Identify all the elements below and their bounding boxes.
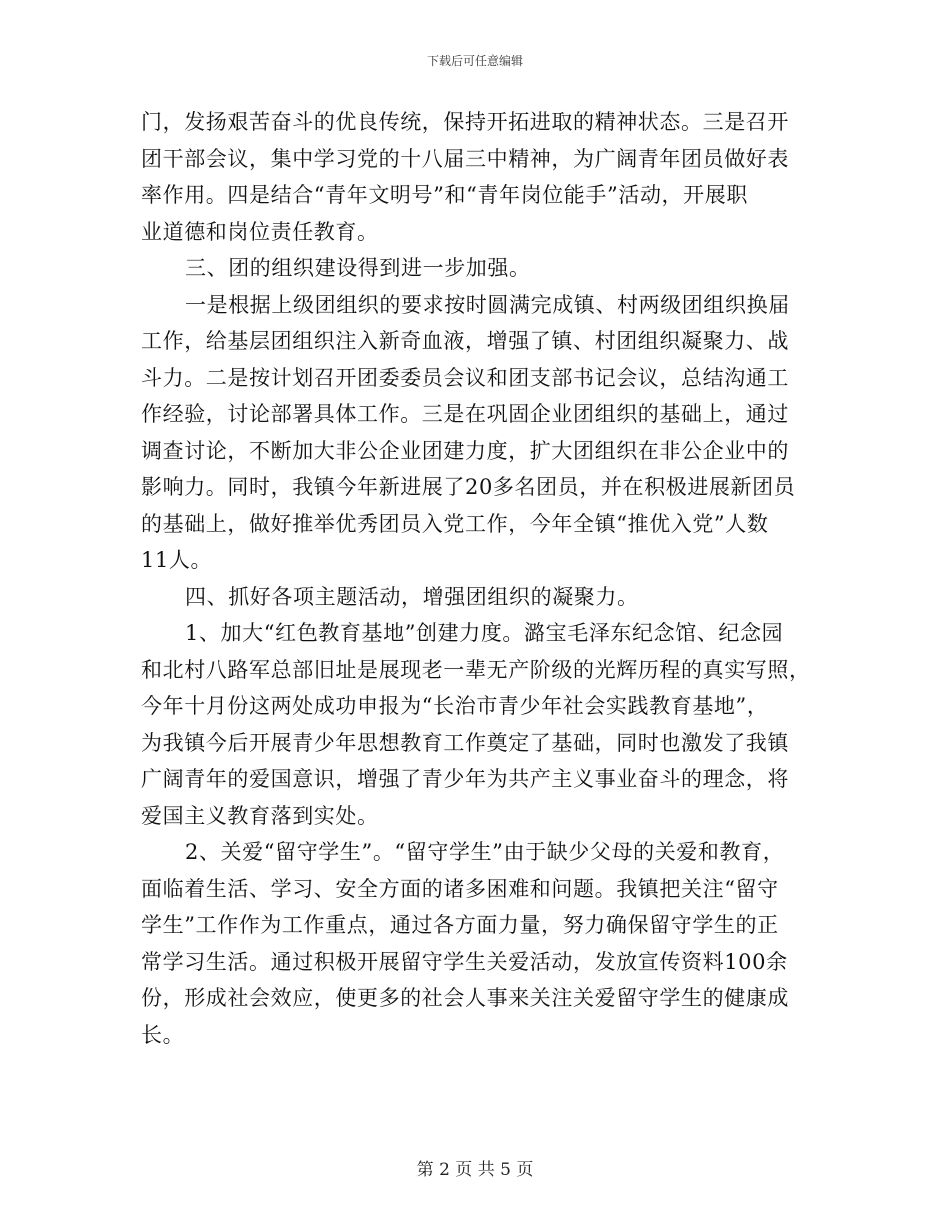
text-line: 份，形成社会效应，使更多的社会人事来关注关爱留守学生的健康成 xyxy=(141,986,789,1010)
text-line: 团干部会议，集中学习党的十八届三中精神，为广阔青年团员做好表 xyxy=(141,146,789,171)
paragraph-start: 2、关爱“留守学生”。“留守学生”由于缺少父母的关爱和教育， xyxy=(185,840,785,864)
text-line: 今年十月份这两处成功申报为“长治市青少年社会实践教育基地”， xyxy=(141,694,769,718)
text-line: 斗力。二是按计划召开团委委员会议和团支部书记会议，总结沟通工 xyxy=(141,365,789,390)
paragraph-start: 1、加大“红色教育基地”创建力度。潞宝毛泽东纪念馆、纪念园 xyxy=(185,621,784,645)
text-line: 面临着生活、学习、安全方面的诸多困难和问题。我镇把关注“留守 xyxy=(141,876,779,901)
text-line: 学生”工作作为工作重点，通过各方面力量，努力确保留守学生的正 xyxy=(141,913,779,937)
paragraph-start: 一是根据上级团组织的要求按时圆满完成镇、村两级团组织换届 xyxy=(185,292,790,317)
text-line: 率作用。四是结合“青年文明号”和“青年岗位能手”活动，开展职 xyxy=(141,183,748,207)
text-line: 门，发扬艰苦奋斗的优良传统，保持开拓进取的精神状态。三是召开 xyxy=(141,110,789,134)
text-line: 作经验，讨论部署具体工作。三是在巩固企业团组织的基础上，通过 xyxy=(141,402,789,426)
section-heading: 三、团的组织建设得到进一步加强。 xyxy=(185,256,531,280)
text-line: 调查讨论，不断加大非公企业团建力度，扩大团组织在非公企业中的 xyxy=(141,438,789,463)
page-header: 下载后可任意编辑 xyxy=(426,54,523,68)
text-line: 和北村八路军总部旧址是展现老一辈无产阶级的光辉历程的真实写照， xyxy=(141,657,811,682)
text-line: 业道德和岗位责任教育。 xyxy=(141,219,379,244)
section-heading: 四、抓好各项主题活动，增强团组织的凝聚力。 xyxy=(185,584,639,609)
text-line: 11人。 xyxy=(141,548,213,572)
text-line: 工作，给基层团组织注入新奇血液，增强了镇、村团组织凝聚力、战 xyxy=(141,329,789,353)
text-line: 爱国主义教育落到实处。 xyxy=(141,803,379,828)
page-number-footer: 第 2 页 共 5 页 xyxy=(416,1160,534,1180)
text-line: 常学习生活。通过积极开展留守学生关爱活动，发放宣传资料100余 xyxy=(141,949,788,974)
text-line: 影响力。同时，我镇今年新进展了20多名团员，并在积极进展新团员 xyxy=(141,475,796,499)
text-line: 长。 xyxy=(141,1022,185,1047)
text-line: 广阔青年的爱国意识，增强了青少年为共产主义事业奋斗的理念，将 xyxy=(141,767,789,791)
text-line: 的基础上，做好推举优秀团员入党工作，今年全镇“推优入党”人数 xyxy=(141,511,769,536)
document-body xyxy=(141,104,829,1053)
text-line: 为我镇今后开展青少年思想教育工作奠定了基础，同时也激发了我镇 xyxy=(141,730,789,755)
